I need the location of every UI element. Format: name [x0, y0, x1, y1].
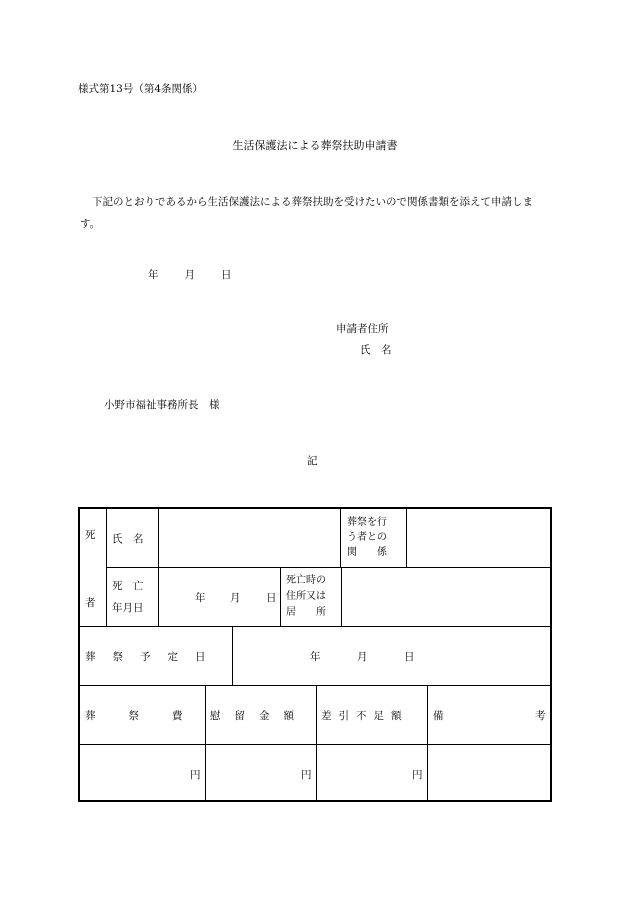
addressee: 小野市福祉事務所長 様 — [104, 399, 220, 411]
funeral-date-month: 月 — [357, 651, 368, 663]
table-rule — [80, 626, 550, 627]
applicant-name-label: 氏 名 — [360, 344, 392, 356]
table-rule — [406, 509, 407, 567]
date-day-label: 日 — [221, 269, 232, 281]
table-rule — [106, 509, 107, 626]
date-year-label: 年 — [148, 269, 159, 281]
form-number: 様式第13号（第4条関係） — [78, 83, 204, 95]
name-label: 氏 名 — [112, 533, 144, 545]
death-date-label-line: 死 亡 — [112, 580, 144, 592]
table-rule — [341, 567, 342, 626]
application-table — [78, 507, 552, 802]
ki-heading: 記 — [307, 455, 318, 467]
death-date-year: 年 — [195, 592, 206, 604]
table-rule — [232, 626, 233, 685]
relation-label — [347, 515, 387, 560]
table-rule — [316, 685, 317, 800]
death-date-month: 月 — [230, 592, 241, 604]
death-date-label-line: 年月日 — [112, 602, 144, 614]
relation-label-line: う者との — [347, 532, 387, 543]
funeral-date-day: 日 — [404, 651, 415, 663]
table-rule — [340, 509, 341, 567]
request-statement: 下記のとおりであるから生活保護法による葬祭扶助を受けたいので関係書類を添えて申請します。 — [80, 196, 533, 230]
death-date-label — [112, 575, 144, 619]
remarks-header: 備 — [433, 710, 444, 722]
remarks-header: 考 — [535, 710, 546, 722]
deceased-label-bottom: 者 — [85, 597, 96, 609]
table-rule — [427, 685, 428, 800]
address-label-line: 住所又は — [286, 591, 326, 602]
shortfall-yen: 円 — [412, 769, 423, 781]
address-label-line: 居 所 — [286, 607, 326, 618]
cost-yen: 円 — [190, 769, 201, 781]
page-title: 生活保護法による葬祭扶助申請書 — [232, 139, 398, 152]
cost-header: 葬祭費 — [85, 710, 216, 722]
table-rule — [280, 567, 281, 626]
condolence-header: 慰留金額 — [210, 710, 308, 722]
table-rule — [158, 509, 159, 626]
funeral-date-year: 年 — [310, 651, 321, 663]
death-date-day: 日 — [266, 592, 277, 604]
table-rule — [205, 685, 206, 800]
deceased-label-top: 死 — [85, 529, 96, 541]
funeral-date-label: 葬祭予定日 — [85, 651, 223, 663]
relation-label-line: 関 係 — [347, 547, 387, 558]
application-date — [148, 267, 232, 282]
date-month-label: 月 — [184, 269, 195, 281]
applicant-address-label: 申請者住所 — [336, 323, 389, 335]
relation-label-line: 葬祭を行 — [347, 517, 387, 528]
address-label-line: 死亡時の — [286, 575, 326, 586]
address-label — [286, 573, 326, 621]
table-rule — [80, 685, 550, 686]
table-rule — [80, 744, 550, 745]
table-rule — [107, 567, 550, 568]
shortfall-header: 差引不足額 — [321, 710, 409, 722]
condolence-yen: 円 — [301, 769, 312, 781]
